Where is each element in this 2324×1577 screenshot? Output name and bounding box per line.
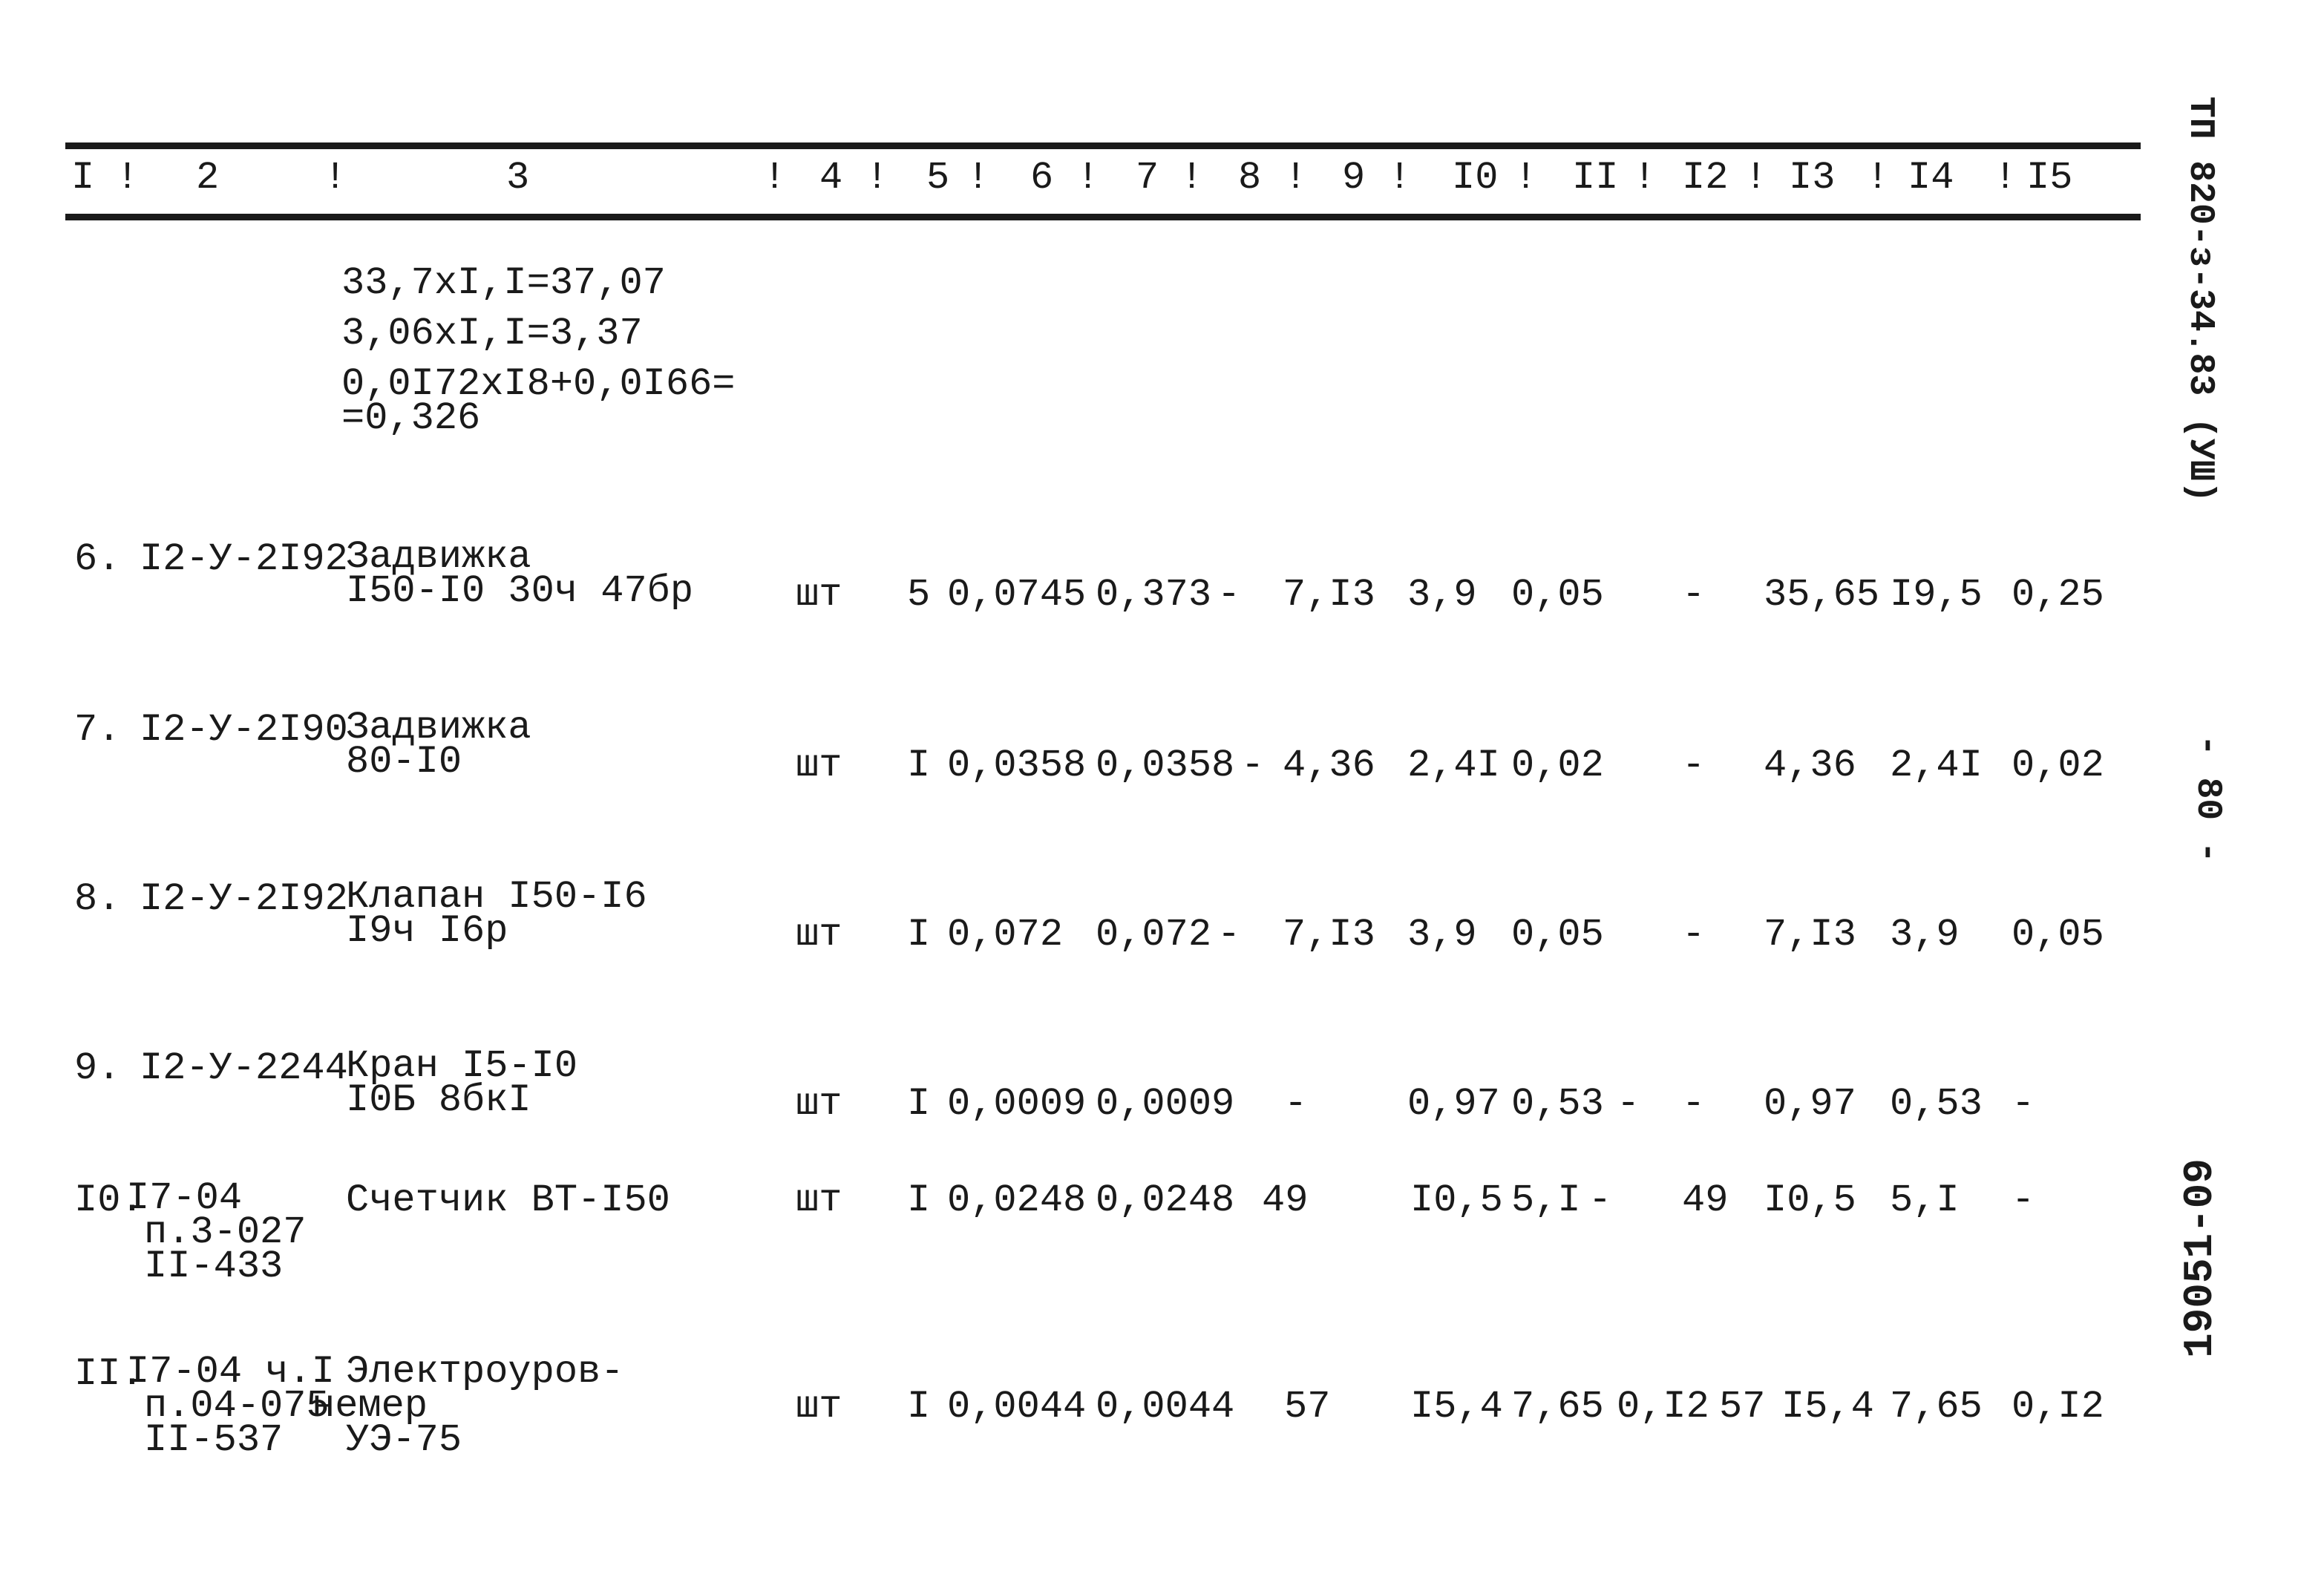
page-number: - 80 - — [2187, 735, 2228, 863]
col-separator: ! — [763, 156, 787, 200]
row-unit: шт — [796, 744, 842, 787]
row-col8: - — [1217, 573, 1241, 617]
col-separator: ! — [1633, 156, 1657, 200]
row-col11: 0,05 — [1511, 913, 1604, 957]
row-number: 7. — [74, 708, 121, 752]
row-unit: шт — [796, 1178, 842, 1222]
row-col5: I — [907, 1385, 931, 1429]
col-separator: ! — [1180, 156, 1204, 200]
col-header-11: II — [1572, 156, 1619, 200]
row-name — [346, 1044, 578, 1122]
table-header-bottom-rule — [65, 214, 2141, 220]
row-col10: 2,4I — [1407, 744, 1500, 787]
row-col6: 0,0248 — [947, 1178, 1087, 1222]
row-col15: - — [2012, 1082, 2035, 1126]
col-separator: ! — [865, 156, 889, 200]
row-code-line: I7-04 — [126, 1176, 243, 1220]
col-separator: ! — [1076, 156, 1100, 200]
row-col5: I — [907, 1082, 931, 1126]
row-col7: 0,0248 — [1096, 1178, 1235, 1222]
row-col10: 0,97 — [1407, 1082, 1500, 1126]
row-name: Счетчик ВТ-I50 — [346, 1178, 670, 1222]
col-header-7: 7 — [1136, 156, 1159, 200]
row-col14: 2,4I — [1890, 744, 1983, 787]
row-name-line: I9ч I6р — [346, 909, 508, 953]
row-code: I2-У-2I90 — [140, 708, 348, 752]
row-col13: I5,4 — [1781, 1385, 1874, 1429]
row-col6: 0,0044 — [947, 1385, 1087, 1429]
row-number: 8. — [74, 877, 121, 921]
row-col7: 0,0358 — [1096, 744, 1235, 787]
row-col5: I — [907, 913, 931, 957]
row-col7: 0,373 — [1096, 573, 1212, 617]
row-col10: I0,5 — [1410, 1178, 1503, 1222]
row-col15: 0,25 — [2012, 573, 2104, 617]
row-name-line: Задвижка — [346, 706, 531, 750]
col-separator: ! — [324, 156, 347, 200]
row-number: 9. — [74, 1046, 121, 1090]
row-col13: 0,97 — [1764, 1082, 1856, 1126]
col-header-6: 6 — [1030, 156, 1054, 200]
col-header-3: 3 — [506, 156, 530, 200]
row-code-line: I7-04 ч.I — [126, 1350, 335, 1394]
row-col6: 0,072 — [947, 913, 1064, 957]
row-col13: 35,65 — [1764, 573, 1880, 617]
row-col12: 49 — [1682, 1178, 1729, 1222]
row-col7: 0,072 — [1096, 913, 1212, 957]
col-separator: ! — [1388, 156, 1412, 200]
col-header-12: I2 — [1682, 156, 1729, 200]
col-header-10: I0 — [1452, 156, 1499, 200]
col-header-2: 2 — [196, 156, 220, 200]
row-col11b: - — [1588, 1178, 1612, 1222]
archive-stamp: 19051-09 — [2176, 1158, 2224, 1358]
row-name — [346, 875, 647, 953]
col-header-14: I4 — [1908, 156, 1954, 200]
calc-line: 0,0I72xI8+0,0I66= — [341, 362, 736, 406]
row-name-line: Кран I5-I0 — [346, 1044, 578, 1088]
row-unit: шт — [796, 573, 842, 617]
row-col14: 7,65 — [1890, 1385, 1983, 1429]
calc-line: 3,06xI,I=3,37 — [341, 312, 643, 355]
row-code — [126, 1176, 307, 1288]
row-col8: 57 — [1284, 1385, 1331, 1429]
row-unit: шт — [796, 913, 842, 957]
col-header-4: 4 — [819, 156, 843, 200]
row-col13: 7,I3 — [1764, 913, 1856, 957]
row-col5: I — [907, 744, 931, 787]
row-number: 6. — [74, 537, 121, 581]
row-col11: 0,05 — [1511, 573, 1604, 617]
row-col6: 0,0009 — [947, 1082, 1087, 1126]
row-col15: - — [2012, 1178, 2035, 1222]
col-separator: ! — [116, 156, 140, 200]
row-unit: шт — [796, 1082, 842, 1126]
row-number: I0. — [74, 1178, 144, 1222]
row-col15: 0,05 — [2012, 913, 2104, 957]
row-col8: - — [1217, 913, 1241, 957]
table-top-rule — [65, 142, 2141, 149]
row-col11: 7,65 — [1511, 1385, 1604, 1429]
row-col12: 57 — [1719, 1385, 1766, 1429]
row-name-line: Клапан I50-I6 — [346, 875, 647, 919]
row-col11b: - — [1617, 1082, 1640, 1126]
row-code: I2-У-2244 — [140, 1046, 348, 1090]
row-col14: 0,53 — [1890, 1082, 1983, 1126]
col-separator: ! — [966, 156, 990, 200]
row-col9: 4,36 — [1283, 744, 1375, 787]
col-header-9: 9 — [1342, 156, 1366, 200]
row-col12: - — [1682, 913, 1706, 957]
row-col10: 3,9 — [1407, 573, 1477, 617]
row-col8: 49 — [1262, 1178, 1309, 1222]
row-col10: I5,4 — [1410, 1385, 1503, 1429]
col-header-1: I — [71, 156, 95, 200]
row-name — [312, 1350, 624, 1462]
row-col5: 5 — [907, 573, 931, 617]
row-code: I2-У-2I92 — [140, 537, 348, 581]
row-col7: 0,0009 — [1096, 1082, 1235, 1126]
row-col12: - — [1682, 1082, 1706, 1126]
row-name-line: Задвижка — [346, 535, 531, 579]
calc-line: =0,326 — [341, 396, 481, 440]
row-code — [126, 1350, 335, 1462]
row-col12: - — [1682, 573, 1706, 617]
calc-line: 33,7xI,I=37,07 — [341, 261, 666, 305]
row-col9: 7,I3 — [1283, 573, 1375, 617]
row-col15: 0,02 — [2012, 744, 2104, 787]
row-col11: 0,53 — [1511, 1082, 1604, 1126]
col-header-8: 8 — [1238, 156, 1262, 200]
row-col9: 7,I3 — [1283, 913, 1375, 957]
col-separator: ! — [1284, 156, 1308, 200]
col-separator: ! — [1866, 156, 1890, 200]
row-col5: I — [907, 1178, 931, 1222]
row-col6: 0,0358 — [947, 744, 1087, 787]
calculation-block — [341, 258, 736, 444]
row-col11b: 0,I2 — [1617, 1385, 1709, 1429]
row-name-line: немер — [312, 1384, 428, 1428]
row-col10: 3,9 — [1407, 913, 1477, 957]
row-col13: 4,36 — [1764, 744, 1856, 787]
row-col7: 0,0044 — [1096, 1385, 1235, 1429]
row-name — [346, 706, 531, 784]
row-name-line: Электроуров- — [346, 1350, 624, 1394]
row-name-line: I50-I0 30ч 47бр — [346, 569, 694, 613]
row-code-line: п.3-027 — [144, 1210, 307, 1254]
row-col11: 0,02 — [1511, 744, 1604, 787]
col-separator: ! — [1994, 156, 2017, 200]
row-col13: I0,5 — [1764, 1178, 1856, 1222]
row-col15: 0,I2 — [2012, 1385, 2104, 1429]
row-col14: 3,9 — [1890, 913, 1960, 957]
row-col14: 5,I — [1890, 1178, 1960, 1222]
col-header-5: 5 — [926, 156, 950, 200]
row-col8: - — [1241, 744, 1265, 787]
row-number: II. — [74, 1352, 144, 1396]
row-code-line: II-433 — [144, 1245, 284, 1288]
row-code-line: п.04-075 — [144, 1384, 330, 1428]
row-name-line: УЭ-75 — [346, 1418, 462, 1462]
document-code: ТП 820-з-34.83 (УШ) — [2180, 96, 2220, 503]
col-separator: ! — [1744, 156, 1768, 200]
row-code: I2-У-2I92 — [140, 877, 348, 921]
col-header-15: I5 — [2026, 156, 2073, 200]
row-col6: 0,0745 — [947, 573, 1087, 617]
row-col14: I9,5 — [1890, 573, 1983, 617]
row-unit: шт — [796, 1385, 842, 1429]
row-col11: 5,I — [1511, 1178, 1581, 1222]
row-col12: - — [1682, 744, 1706, 787]
row-col8: - — [1284, 1082, 1308, 1126]
row-name-line: I0Б 8бкI — [346, 1078, 531, 1122]
row-name-line: 80-I0 — [346, 740, 462, 784]
col-separator: ! — [1514, 156, 1538, 200]
row-code-line: II-537 — [144, 1418, 284, 1462]
row-name — [346, 535, 694, 613]
col-header-13: I3 — [1789, 156, 1836, 200]
